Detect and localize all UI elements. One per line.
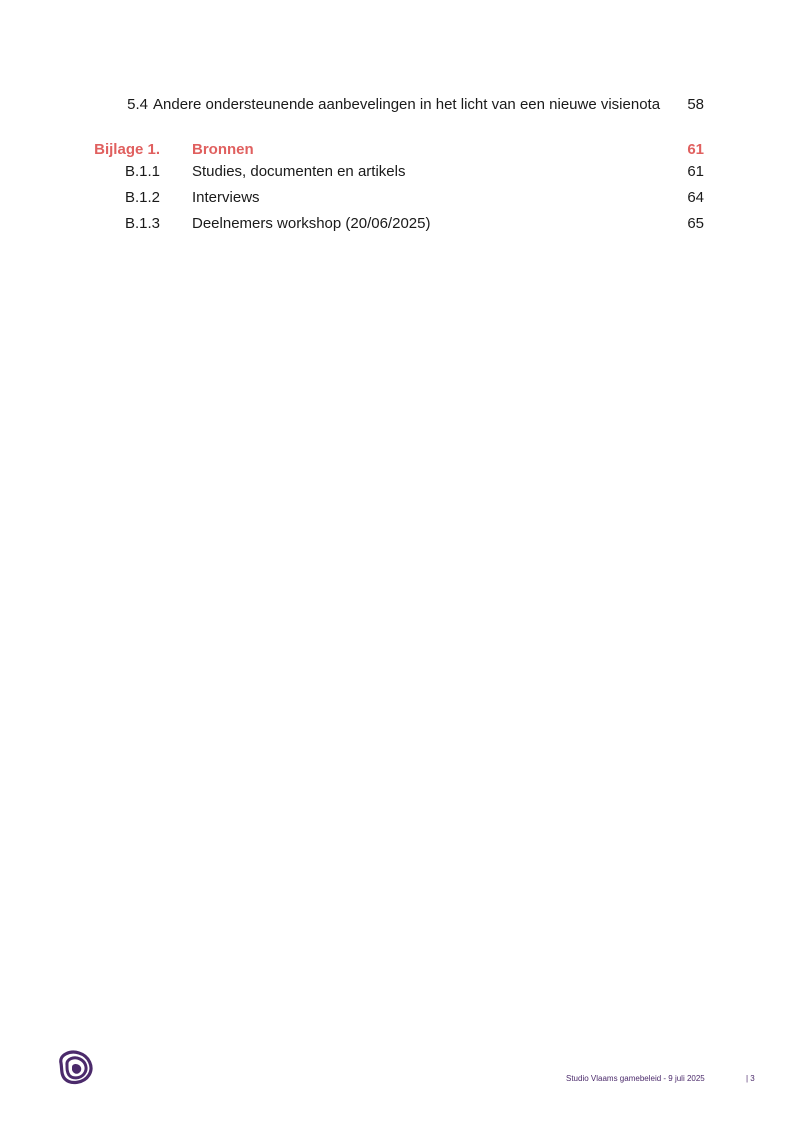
toc-sub-entry[interactable]	[0, 188, 800, 208]
studio-logo-icon	[56, 1049, 94, 1087]
toc-sub-entry-page: 65	[687, 215, 704, 232]
toc-sub-entry-number: B.1.2	[124, 189, 160, 206]
toc-appendix-title: Bronnen	[192, 141, 254, 158]
footer-document-title: Studio Vlaams gamebeleid - 9 juli 2025	[566, 1074, 705, 1083]
toc-appendix-page: 61	[687, 141, 704, 158]
toc-sub-entry-page: 64	[687, 189, 704, 206]
toc-appendix-heading[interactable]	[0, 140, 800, 160]
toc-entry-title: Andere ondersteunende aanbevelingen in het licht van een nieuwe visienota	[153, 96, 661, 113]
toc-sub-entry-page: 61	[687, 163, 704, 180]
toc-sub-entry-title: Deelnemers workshop (20/06/2025)	[192, 215, 431, 232]
toc-sub-entry-number: B.1.1	[124, 163, 160, 180]
toc-sub-entry-title: Studies, documenten en artikels	[192, 163, 406, 180]
toc-sub-entry-title: Interviews	[192, 189, 260, 206]
toc-appendix-label: Bijlage 1.	[94, 141, 160, 158]
toc-sub-entry[interactable]	[0, 162, 800, 182]
toc-entry-number: 5.4	[127, 96, 148, 113]
footer-page-number: | 3	[746, 1074, 755, 1083]
toc-entry-page: 58	[687, 96, 704, 113]
toc-sub-entry-number: B.1.3	[124, 215, 160, 232]
toc-entry-5-4[interactable]	[0, 95, 800, 115]
toc-sub-entry[interactable]	[0, 214, 800, 234]
